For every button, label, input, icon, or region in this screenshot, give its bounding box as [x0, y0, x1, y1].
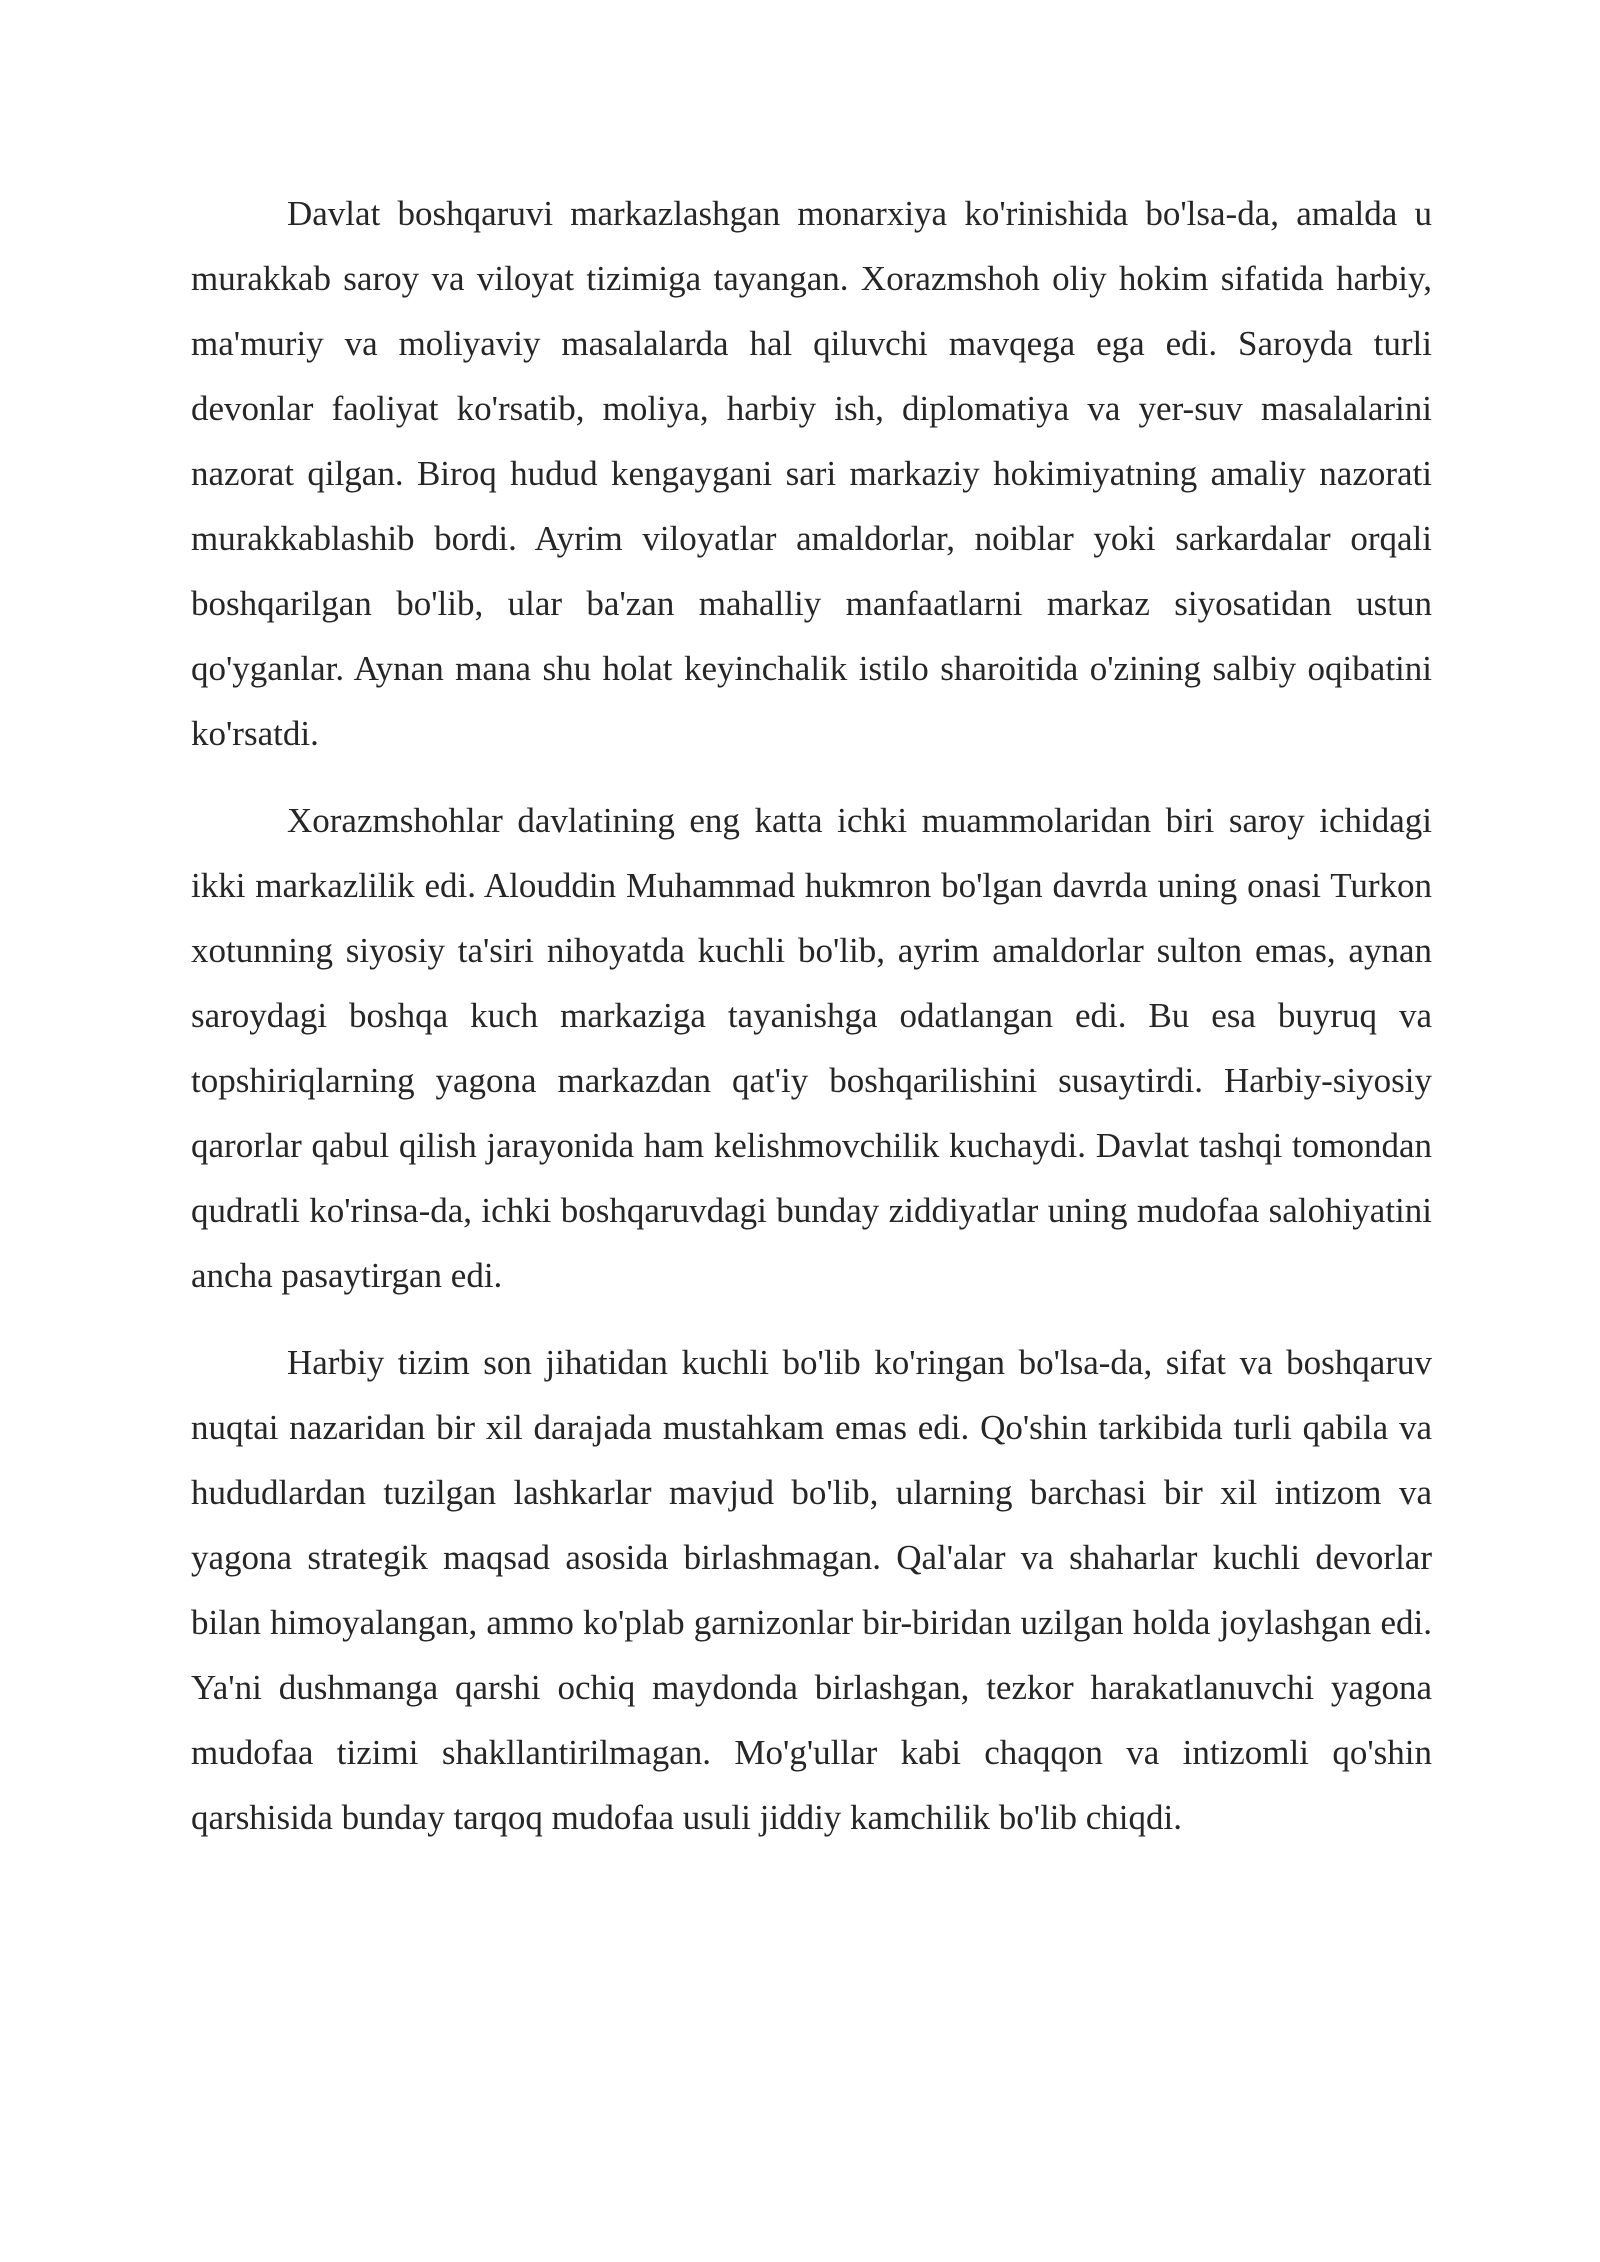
paragraph: Xorazmshohlar davlatining eng katta ichki muammolaridan biri saroy ichidagi ikki markazlilik edi. Alouddin Muhammad hukmron bo'lgan davrda uning onasi Turkon xotunning siyosiy ta'siri nihoyatda kuchli bo'lib, ayrim amaldorlar sulton emas, aynan saroydagi boshqa kuch markaziga tayanishga odatlangan edi. Bu esa buyruq va topshiriqlarning yagona markazdan qat'iy boshqarilishini susaytirdi. Harbiy-siyosiy qarorlar qabul qilish jarayonida ham kelishmovchilik kuchaydi. Davlat tashqi tomondan qudratli ko'rinsa-da, ichki boshqaruvdagi bunday ziddiyatlar uning mudofaa salohiyatini ancha pasaytirgan edi.: [191, 801, 1432, 1295]
document-body: [191, 181, 1432, 1872]
paragraph: Davlat boshqaruvi markazlashgan monarxiya ko'rinishida bo'lsa-da, amalda u murakkab saroy va viloyat tizimiga tayangan. Xorazmshoh oliy hokim sifatida harbiy, ma'muriy va moliyaviy masalalarda hal qiluvchi mavqega ega edi. Saroyda turli devonlar faoliyat ko'rsatib, moliya, harbiy ish, diplomatiya va yer-suv masalalarini nazorat qilgan. Biroq hudud kengaygani sari markaziy hokimiyatning amaliy nazorati murakkablashib bordi. Ayrim viloyatlar amaldorlar, noiblar yoki sarkardalar orqali boshqarilgan bo'lib, ular ba'zan mahalliy manfaatlarni markaz siyosatidan ustun qo'yganlar. Aynan mana shu holat keyinchalik istilo sharoitida o'zining salbiy oqibatini ko'rsatdi.: [191, 194, 1432, 753]
paragraph: Harbiy tizim son jihatidan kuchli bo'lib ko'ringan bo'lsa-da, sifat va boshqaruv nuqtai nazaridan bir xil darajada mustahkam emas edi. Qo'shin tarkibida turli qabila va hududlardan tuzilgan lashkarlar mavjud bo'lib, ularning barchasi bir xil intizom va yagona strategik maqsad asosida birlashmagan. Qal'alar va shaharlar kuchli devorlar bilan himoyalangan, ammo ko'plab garnizonlar bir-biridan uzilgan holda joylashgan edi. Ya'ni dushmanga qarshi ochiq maydonda birlashgan, tezkor harakatlanuvchi yagona mudofaa tizimi shakllantirilmagan. Mo'g'ullar kabi chaqqon va intizomli qo'shin qarshisida bunday tarqoq mudofaa usuli jiddiy kamchilik bo'lib chiqdi.: [191, 1343, 1432, 1837]
